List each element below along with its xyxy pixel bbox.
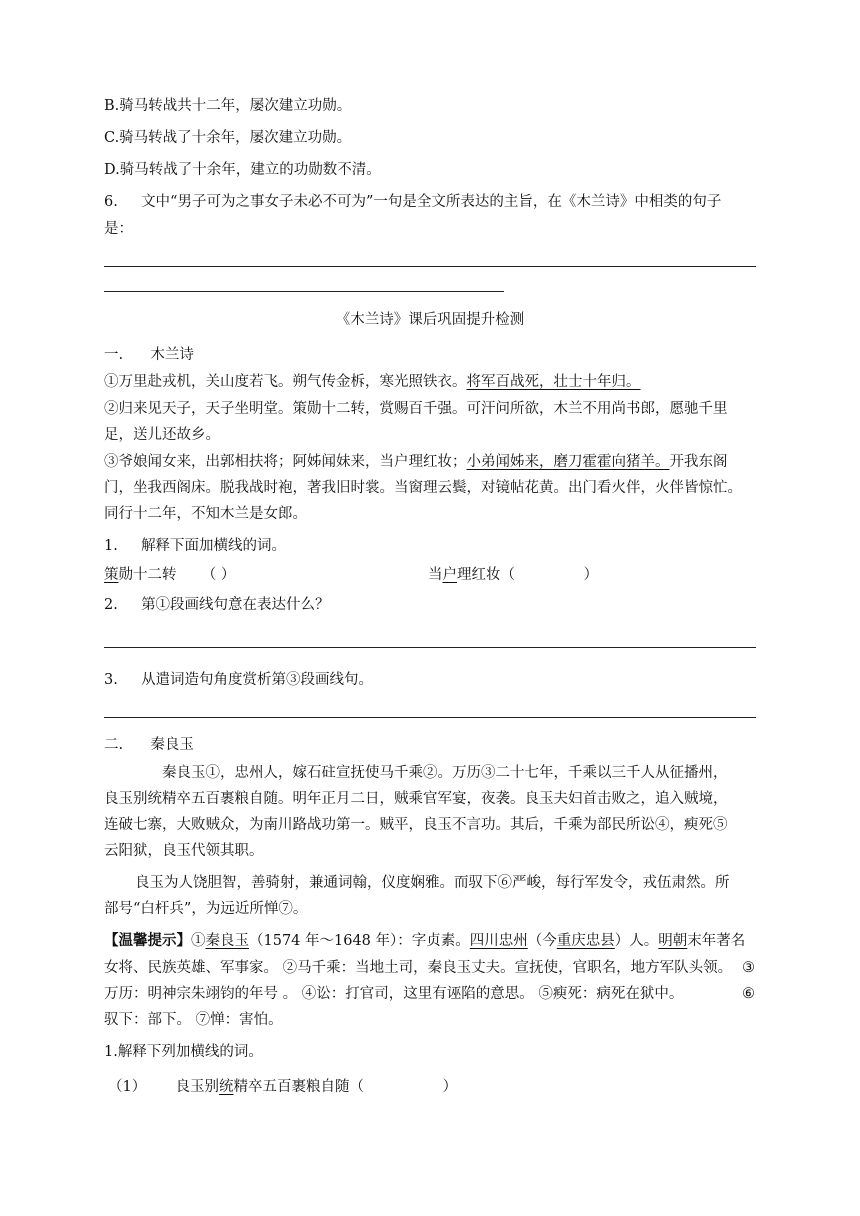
question-6-number: 6. <box>104 194 118 210</box>
passage-para-1-line-3: 连破七寨，大败贼众，为南川路战功第一。贼平，良玉不言功。其后，千乘为部民所讼④，瘐死⑤ <box>104 817 728 833</box>
tip-link: 四川忠州 <box>469 933 528 949</box>
answer-line[interactable] <box>104 717 756 718</box>
underlined-word: 策 <box>104 567 119 583</box>
paren-close: ） <box>442 1079 458 1095</box>
tip-line-4: 驭下：部下。 ⑦惮：害怕。 <box>104 1012 283 1028</box>
phrase-text: 精卒五百裹粮自随（ <box>233 1079 364 1095</box>
poem-para-2-line-1: ②归来见天子，天子坐明堂。策勋十二转，赏赐百千强。可汗问所欲，木兰不用尚书郎，愿驰千里 <box>104 401 728 417</box>
poem-para-3-line-2: 门，坐我西阁床。脱我战时袍，著我旧时裳。当窗理云鬓，对镜帖花黄。出门看火伴，火伴皆惊忙。 <box>104 480 742 496</box>
question-text: 第①段画线句意在表达什么？ <box>141 597 330 613</box>
phrase-text: 勋十二转 <box>118 567 177 583</box>
poem-para-3-line-1 <box>104 455 728 470</box>
option-c: C.骑马转战了十余年，屡次建立功勋。 <box>104 130 352 146</box>
part2-heading <box>104 738 194 753</box>
tip-line-3: 万历：明神宗朱翊钧的年号 。 ④讼：打官司，这里有诬陷的意思。 ⑤瘐死：病死在狱中。 <box>104 986 684 1002</box>
answer-line[interactable] <box>104 266 756 267</box>
part2-question-1: 1.解释下列加横线的词。 <box>104 1044 263 1060</box>
part1-question-1-item-b <box>428 568 598 583</box>
tip-line-1 <box>104 934 745 949</box>
question-text: 从遣词造句角度赏析第③段画线句。 <box>141 672 374 688</box>
question-6-cont: 是： <box>104 221 133 237</box>
tip-number: ① <box>191 933 206 949</box>
tip-link: 重庆忠县 <box>556 933 615 949</box>
poem-para-3-text-end: 开我东阁 <box>669 454 728 470</box>
question-6-text: 文中“男子可为之事女子未必不可为”一句是全文所表达的主旨，在《木兰诗》中相类的句子 <box>141 194 722 210</box>
answer-line[interactable] <box>104 291 504 292</box>
part2-heading-text: 秦良玉 <box>150 737 194 753</box>
phrase-text: 当 <box>428 567 443 583</box>
part1-question-3 <box>104 673 373 688</box>
tip-line-2: 女将、民族英雄、军事家。 ②马千乘：当地土司，秦良玉丈夫。宣抚使，官职名，地方军队头领。 <box>104 960 733 976</box>
paren-close: ） <box>583 567 599 583</box>
tip-text: 末年著名 <box>687 933 746 949</box>
tip-text: ）人。 <box>614 933 659 949</box>
part1-heading <box>104 348 194 363</box>
tip-label: 【温馨提示】 <box>104 932 191 949</box>
part1-heading-text: 木兰诗 <box>150 347 194 363</box>
part2-question-1-item-1 <box>108 1080 457 1095</box>
answer-line[interactable] <box>104 647 756 648</box>
part1-question-1-items <box>104 568 235 583</box>
question-number: 3. <box>104 672 118 688</box>
question-number: 2. <box>104 597 118 613</box>
poem-para-2-line-2: 足，送儿还故乡。 <box>104 427 220 443</box>
poem-para-1-underlined: 将军百战死，壮士十年归。 <box>466 374 641 390</box>
part1-question-2 <box>104 598 330 613</box>
poem-para-1-text: ①万里赴戎机，关山度若飞。朔气传金柝，寒光照铁衣。 <box>104 374 467 390</box>
tip-line-3-end: ⑥ <box>742 986 755 1002</box>
part1-heading-number: 一. <box>104 347 124 363</box>
tip-text: （今 <box>527 933 557 949</box>
poem-para-3-text: ③爷娘闻女来，出郭相扶将；阿姊闻妹来，当户理红妆； <box>104 454 467 470</box>
phrase-text: 良玉别 <box>175 1079 219 1095</box>
question-6 <box>104 195 721 210</box>
option-d: D.骑马转战了十余年，建立的功勋数不清。 <box>104 162 381 178</box>
poem-para-3-underlined: 小弟闻姊来，磨刀霍霍向猪羊。 <box>466 454 670 470</box>
passage-para-1-line-1: 秦良玉①，忠州人，嫁石砫宣抚使马千乘②。万历③二十七年，千乘以三千人从征播州， <box>162 765 728 781</box>
phrase-text: 理红妆（ <box>457 567 515 583</box>
poem-para-3-line-3: 同行十二年，不知木兰是女郎。 <box>104 506 307 522</box>
section-title: 《木兰诗》课后巩固提升检测 <box>335 312 525 328</box>
item-number: （1） <box>108 1079 147 1095</box>
tip-link: 明朝 <box>658 933 688 949</box>
underlined-word: 统 <box>218 1079 234 1095</box>
passage-para-2-line-1: 良玉为人饶胆智，善骑射，兼通词翰，仪度娴雅。而驭下⑥严峻，每行军发令，戎伍肃然。所 <box>135 875 730 891</box>
tip-link: 秦良玉 <box>205 933 249 949</box>
answer-blank[interactable]: （ ） <box>201 567 236 583</box>
poem-para-1 <box>104 375 641 390</box>
tip-line-2-end: ③ <box>742 960 755 976</box>
part2-heading-number: 二. <box>104 737 124 753</box>
option-b: B.骑马转战共十二年，屡次建立功勋。 <box>104 98 352 114</box>
tip-text: （1574 年～1648 年）：字贞素。 <box>249 933 470 949</box>
passage-para-1-line-2: 良玉别统精卒五百裹粮自随。明年正月二日，贼乘官军宴，夜袭。良玉夫妇首击败之，追入贼境， <box>104 791 728 807</box>
question-text: 解释下面加横线的词。 <box>141 538 287 554</box>
question-number: 1. <box>104 538 118 554</box>
passage-para-1-line-4: 云阳狱，良玉代领其职。 <box>104 843 264 859</box>
underlined-word: 户 <box>442 567 457 583</box>
passage-para-2-line-2: 部号“白杆兵”，为远近所惮⑦。 <box>104 901 308 917</box>
part1-question-1 <box>104 539 286 554</box>
